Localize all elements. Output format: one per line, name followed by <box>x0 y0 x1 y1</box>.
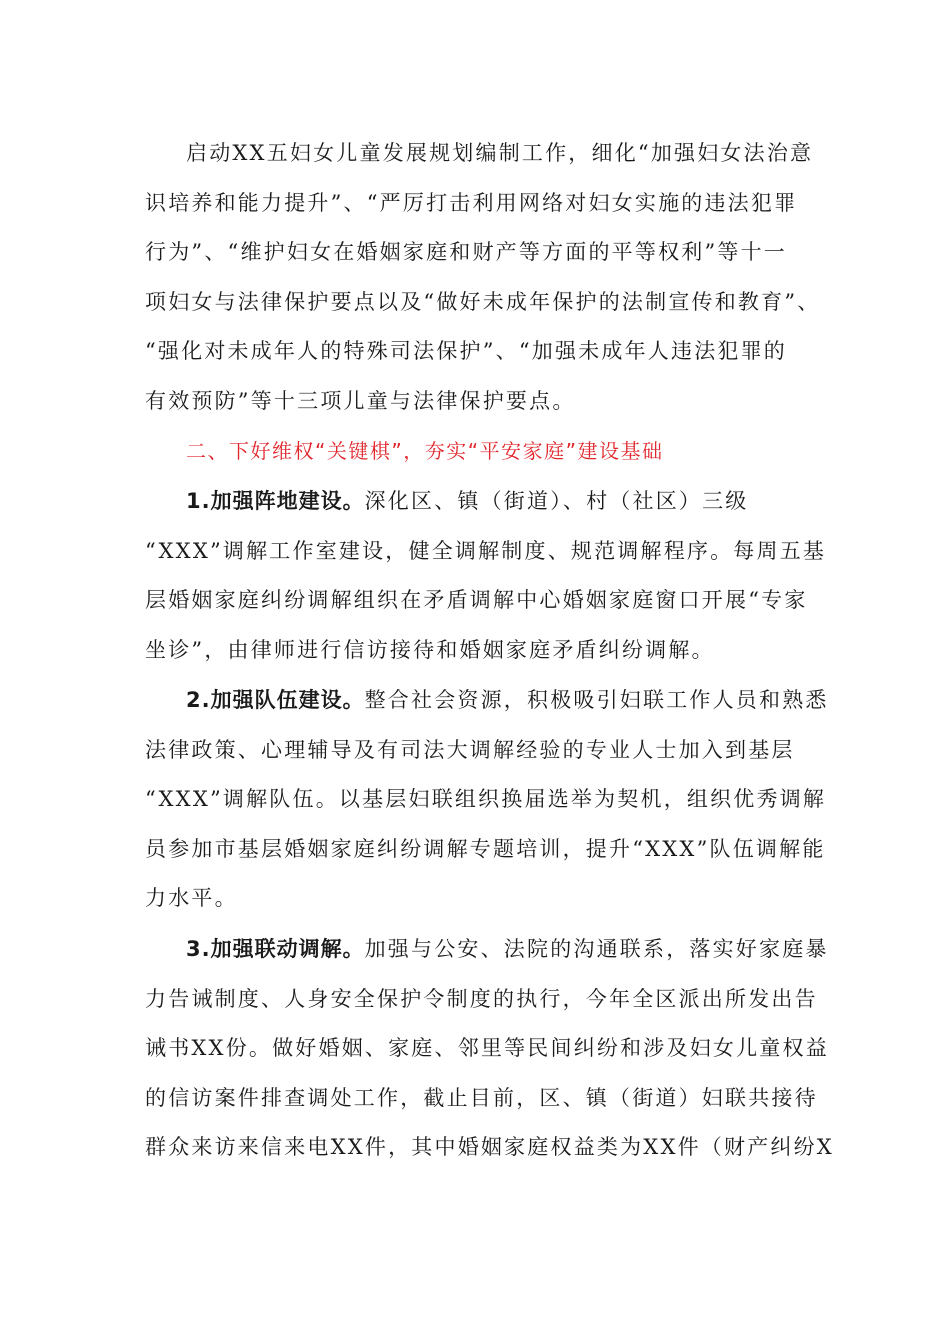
item1-line-4: 坐诊”，由律师进行信访接待和婚姻家庭矛盾纠纷调解。 <box>145 638 715 662</box>
item2-line-3: “XXX”调解队伍。以基层妇联组织换届选举为契机，组织优秀调解 <box>145 787 827 811</box>
item1-first-line-text: 深化区、镇（街道）、村（社区）三级 <box>364 489 749 513</box>
item1-title: 1.加强阵地建设。 <box>186 489 365 513</box>
item1-line-3: 层婚姻家庭纠纷调解组织在矛盾调解中心婚姻家庭窗口开展“专家 <box>145 588 808 612</box>
item3-line-5: 群众来访来信来电XX件，其中婚姻家庭权益类为XX件（财产纠纷X <box>145 1135 834 1159</box>
item1-first-line <box>186 486 806 516</box>
item2-line-5: 力水平。 <box>145 886 238 910</box>
item3-line-4: 的信访案件排查调处工作，截止目前，区、镇（街道）妇联共接待 <box>145 1086 818 1110</box>
item2-line-4: 员参加市基层婚姻家庭纠纷调解专题培训，提升“XXX”队伍调解能 <box>145 837 826 861</box>
item1-line-2: “XXX”调解工作室建设，健全调解制度、规范调解程序。每周五基 <box>145 539 827 563</box>
item3-first-line <box>186 934 829 964</box>
item3-first-line-text: 加强与公安、法院的沟通联系，落实好家庭暴 <box>364 937 829 961</box>
item2-first-line-text: 整合社会资源，积极吸引妇联工作人员和熟悉 <box>364 688 829 712</box>
section-heading: 二、下好维权“关键棋”，夯实“平安家庭”建设基础 <box>186 439 664 463</box>
paragraph1-line-3: 行为”、“维护妇女在婚姻家庭和财产等方面的平等权利”等十一 <box>145 240 788 264</box>
item2-line-2: 法律政策、心理辅导及有司法大调解经验的专业人士加入到基层 <box>145 738 795 762</box>
item3-title: 3.加强联动调解。 <box>186 937 365 961</box>
paragraph1-line-6: 有效预防”等十三项儿童与法律保护要点。 <box>145 389 576 413</box>
item3-line-2: 力告诫制度、人身安全保护令制度的执行，今年全区派出所发出告 <box>145 987 818 1011</box>
paragraph1-line-5: “强化对未成年人的特殊司法保护”、“加强未成年人违法犯罪的 <box>145 339 788 363</box>
item2-first-line <box>186 685 829 715</box>
item2-title: 2.加强队伍建设。 <box>186 688 365 712</box>
paragraph1-line-4: 项妇女与法律保护要点以及“做好未成年保护的法制宣传和教育”、 <box>145 290 821 314</box>
item3-line-3: 诫书XX份。做好婚姻、家庭、邻里等民间纠纷和涉及妇女儿童权益 <box>145 1036 829 1060</box>
paragraph1-line-1: 启动XX五妇女儿童发展规划编制工作，细化“加强妇女法治意 <box>186 141 814 165</box>
paragraph1-line-2: 识培养和能力提升”、“严厉打击利用网络对妇女实施的违法犯罪 <box>145 191 798 215</box>
